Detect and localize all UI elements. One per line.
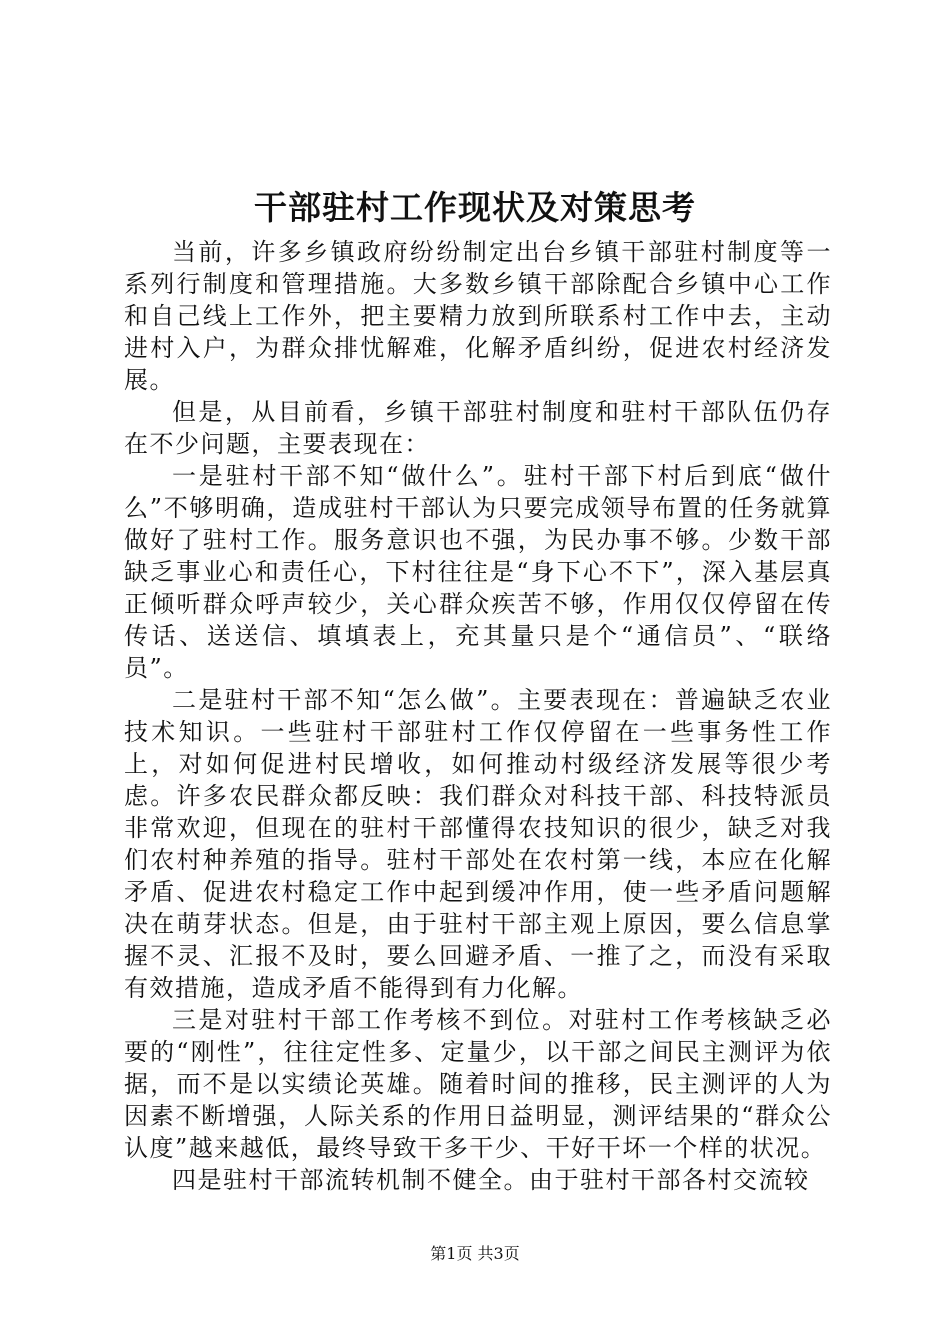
document-body <box>124 236 832 1196</box>
document-title: 干部驻村工作现状及对策思考 <box>254 188 696 227</box>
paragraph-4: 二是驻村干部不知“怎么做”。主要表现在：普遍缺乏农业技术知识。一些驻村干部驻村工作仅停留在一些事务性工作上，对如何促进村民增收，如何推动村级经济发展等很少考虑。许多农民群众都反映：我们群众对科技干部、科技特派员非常欢迎，但现在的驻村干部懂得农技知识的很少，缺乏对我们农村种养殖的指导。驻村干部处在农村第一线，本应在化解矛盾、促进农村稳定工作中起到缓冲作用，使一些矛盾问题解决在萌芽状态。但是，由于驻村干部主观上原因，要么信息掌握不灵、汇报不及时，要么回避矛盾、一推了之，而没有采取有效措施，造成矛盾不能得到有力化解。 <box>124 686 832 1002</box>
paragraph-3: 一是驻村干部不知“做什么”。驻村干部下村后到底“做什么”不够明确，造成驻村干部认为只要完成领导布置的任务就算做好了驻村工作。服务意识也不强，为民办事不够。少数干部缺乏事业心和责任心，下村往往是“身下心不下”，深入基层真正倾听群众呼声较少，关心群众疾苦不够，作用仅仅停留在传传话、送送信、填填表上，充其量只是个“通信员”、“联络员”。 <box>124 462 832 682</box>
paragraph-5: 三是对驻村干部工作考核不到位。对驻村工作考核缺乏必要的“刚性”，往往定性多、定量少，以干部之间民主测评为依据，而不是以实绩论英雄。随着时间的推移，民主测评的人为因素不断增强，人际关系的作用日益明显，测评结果的“群众公认度”越来越低，最终导致干多干少、干好干坏一个样的状况。 <box>124 1006 832 1162</box>
paragraph-6: 四是驻村干部流转机制不健全。由于驻村干部各村交流较 <box>172 1166 810 1194</box>
paragraph-2: 但是，从目前看，乡镇干部驻村制度和驻村干部队伍仍存在不少问题，主要表现在： <box>124 398 832 458</box>
page-number-footer: 第1页 共3页 <box>430 1244 520 1263</box>
paragraph-1: 当前，许多乡镇政府纷纷制定出台乡镇干部驻村制度等一系列行制度和管理措施。大多数乡镇干部除配合乡镇中心工作和自己线上工作外，把主要精力放到所联系村工作中去，主动进村入户，为群众排忧解难，化解矛盾纠纷，促进农村经济发展。 <box>124 238 832 394</box>
